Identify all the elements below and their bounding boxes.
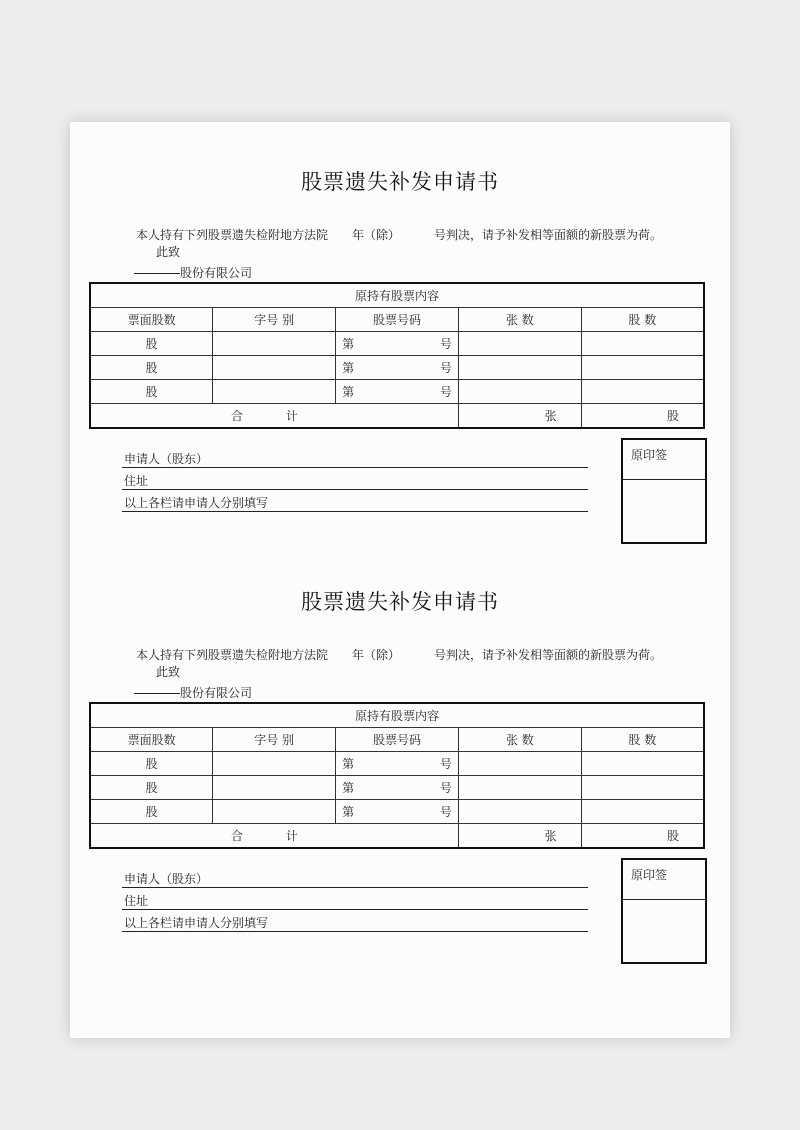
face-shares-cell[interactable]: 股	[90, 776, 213, 800]
serial-cell[interactable]	[213, 356, 336, 380]
sheets-cell[interactable]	[458, 776, 581, 800]
blank-line	[134, 693, 180, 694]
sheets-cell[interactable]	[458, 800, 581, 824]
fill-note: 以上各栏请申请人分别填写	[122, 910, 588, 932]
form-title: 股票遗失补发申请书	[301, 170, 499, 194]
serial-cell[interactable]	[213, 776, 336, 800]
shares-table	[89, 702, 705, 849]
prefix-label: 第	[342, 805, 355, 819]
cert-number-cell[interactable]	[336, 752, 459, 776]
intro-part-1: 本人持有下列股票遗失检附地方法院	[136, 228, 329, 242]
seal-box[interactable]	[621, 858, 707, 964]
total-ji: 计	[285, 409, 298, 423]
col-header-sheets: 张 数	[458, 728, 581, 752]
total-shares-cell[interactable]: 股	[581, 824, 704, 849]
table-row	[90, 380, 704, 404]
table-caption: 原持有股票内容	[90, 703, 704, 728]
application-form-1	[70, 122, 730, 542]
cert-number-cell[interactable]	[336, 776, 459, 800]
prefix-label: 第	[342, 361, 355, 375]
suffix-label: 号	[439, 805, 452, 819]
face-shares-cell[interactable]: 股	[90, 356, 213, 380]
shares-cell[interactable]	[581, 776, 704, 800]
cert-number-cell[interactable]	[336, 332, 459, 356]
table-header-row	[90, 728, 704, 752]
total-label-cell	[90, 404, 458, 429]
fill-note: 以上各栏请申请人分别填写	[122, 490, 588, 512]
shares-cell[interactable]	[581, 356, 704, 380]
seal-label: 原印签	[623, 860, 705, 900]
table-row	[90, 752, 704, 776]
company-line	[134, 264, 252, 281]
intro-part-1: 本人持有下列股票遗失检附地方法院	[136, 648, 329, 662]
closing-salutation: 此致	[156, 245, 181, 259]
col-header-cert-number: 股票号码	[336, 728, 459, 752]
prefix-label: 第	[342, 781, 355, 795]
applicant-section	[122, 866, 588, 932]
intro-part-2: 号判决，请予补发相等面额的新股票为荷。	[434, 648, 663, 662]
cert-number-cell[interactable]	[336, 800, 459, 824]
serial-cell[interactable]	[213, 800, 336, 824]
sheets-cell[interactable]	[458, 380, 581, 404]
total-he: 合	[231, 829, 244, 843]
intro-sentence	[136, 226, 662, 243]
col-header-shares: 股 数	[581, 308, 704, 332]
col-header-sheets: 张 数	[458, 308, 581, 332]
col-header-cert-number: 股票号码	[336, 308, 459, 332]
application-form-2	[70, 542, 730, 962]
shares-cell[interactable]	[581, 800, 704, 824]
applicant-field[interactable]: 申请人（股东）	[122, 866, 588, 888]
company-label: 股份有限公司	[180, 686, 253, 700]
prefix-label: 第	[342, 757, 355, 771]
sheets-cell[interactable]	[458, 356, 581, 380]
total-he: 合	[231, 409, 244, 423]
col-header-serial: 字号 别	[213, 308, 336, 332]
table-row	[90, 800, 704, 824]
table-row	[90, 332, 704, 356]
shares-table	[89, 282, 705, 429]
suffix-label: 号	[439, 385, 452, 399]
total-label-cell	[90, 824, 458, 849]
face-shares-cell[interactable]: 股	[90, 380, 213, 404]
total-sheets-cell[interactable]: 张	[458, 824, 581, 849]
seal-box[interactable]	[621, 438, 707, 544]
intro-sentence	[136, 646, 662, 663]
total-row	[90, 404, 704, 429]
total-row	[90, 824, 704, 849]
prefix-label: 第	[342, 337, 355, 351]
address-field[interactable]: 住址	[122, 468, 588, 490]
total-shares-cell[interactable]: 股	[581, 404, 704, 429]
company-label: 股份有限公司	[180, 266, 253, 280]
serial-cell[interactable]	[213, 332, 336, 356]
company-line	[134, 684, 252, 701]
cert-number-cell[interactable]	[336, 356, 459, 380]
face-shares-cell[interactable]: 股	[90, 800, 213, 824]
col-header-serial: 字号 别	[213, 728, 336, 752]
sheets-cell[interactable]	[458, 752, 581, 776]
table-header-row	[90, 308, 704, 332]
form-title: 股票遗失补发申请书	[301, 590, 499, 614]
col-header-shares: 股 数	[581, 728, 704, 752]
sheets-cell[interactable]	[458, 332, 581, 356]
shares-cell[interactable]	[581, 332, 704, 356]
table-row	[90, 356, 704, 380]
suffix-label: 号	[439, 781, 452, 795]
document-page	[70, 122, 730, 1038]
blank-line	[134, 273, 180, 274]
suffix-label: 号	[439, 361, 452, 375]
serial-cell[interactable]	[213, 380, 336, 404]
table-row	[90, 776, 704, 800]
total-ji: 计	[285, 829, 298, 843]
seal-label: 原印签	[623, 440, 705, 480]
intro-part-2: 号判决，请予补发相等面额的新股票为荷。	[434, 228, 663, 242]
col-header-face-shares: 票面股数	[90, 728, 213, 752]
intro-year-label: 年（除）	[352, 648, 401, 662]
table-caption: 原持有股票内容	[90, 283, 704, 308]
address-field[interactable]: 住址	[122, 888, 588, 910]
applicant-field[interactable]: 申请人（股东）	[122, 446, 588, 468]
applicant-section	[122, 446, 588, 512]
face-shares-cell[interactable]: 股	[90, 332, 213, 356]
prefix-label: 第	[342, 385, 355, 399]
closing-salutation: 此致	[156, 665, 181, 679]
col-header-face-shares: 票面股数	[90, 308, 213, 332]
serial-cell[interactable]	[213, 752, 336, 776]
face-shares-cell[interactable]: 股	[90, 752, 213, 776]
intro-year-label: 年（除）	[352, 228, 401, 242]
cert-number-cell[interactable]	[336, 380, 459, 404]
suffix-label: 号	[439, 757, 452, 771]
shares-cell[interactable]	[581, 380, 704, 404]
total-sheets-cell[interactable]: 张	[458, 404, 581, 429]
suffix-label: 号	[439, 337, 452, 351]
shares-cell[interactable]	[581, 752, 704, 776]
